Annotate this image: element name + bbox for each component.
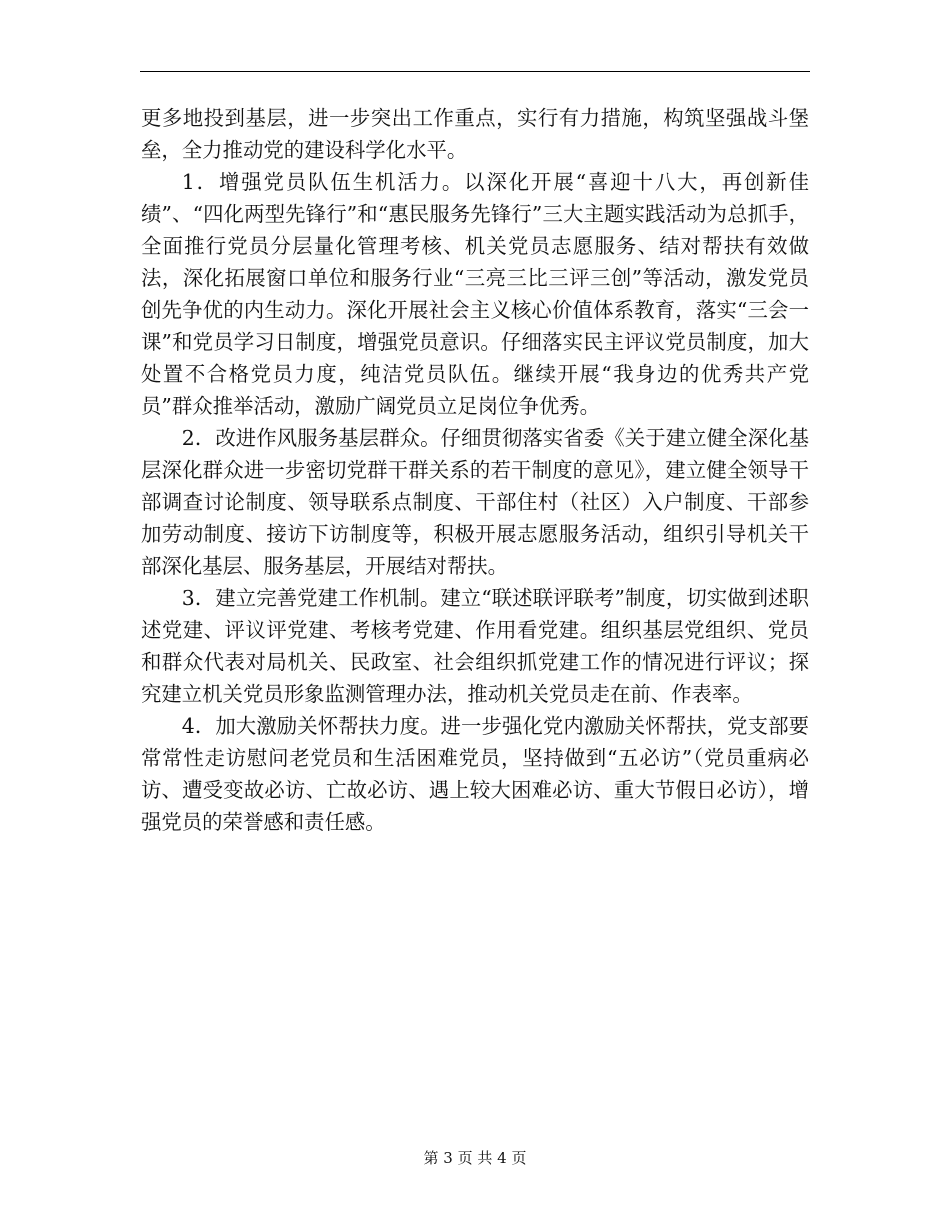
paragraph-item-3: 3．建立完善党建工作机制。建立“联述联评联考”制度，切实做到述职述党建、评议评党建、考核考党建、作用看党建。组织基层党组织、党员和群众代表对局机关、民政室、社会组织抓党建工作的情况进行评议；探究建立机关党员形象监测管理办法，推动机关党员走在前、作表率。	[141, 586, 809, 706]
paragraph-item-2: 2．改进作风服务基层群众。仔细贯彻落实省委《关于建立健全深化基层深化群众进一步密切党群干群关系的若干制度的意见》，建立健全领导干部调查讨论制度、领导联系点制度、干部住村（社区）入户制度、干部参加劳动制度、接访下访制度等，积极开展志愿服务活动，组织引导机关干部深化基层、服务基层，开展结对帮扶。	[141, 426, 809, 578]
paragraph-item-1: 1．增强党员队伍生机活力。以深化开展“喜迎十八大，再创新佳绩”、“四化两型先锋行”和“惠民服务先锋行”三大主题实践活动为总抓手，全面推行党员分层量化管理考核、机关党员志愿服务、结对帮扶有效做法，深化拓展窗口单位和服务行业“三亮三比三评三创”等活动，激发党员创先争优的内生动力。深化开展社会主义核心价值体系教育，落实“三会一课”和党员学习日制度，增强党员意识。仔细落实民主评议党员制度，加大处置不合格党员力度，纯洁党员队伍。继续开展“我身边的优秀共产党员”群众推举活动，激励广阔党员立足岗位争优秀。	[141, 170, 809, 418]
page-number: 第 3 页 共 4 页	[423, 1149, 527, 1167]
header-rule	[140, 71, 810, 72]
paragraph-item-4: 4．加大激励关怀帮扶力度。进一步强化党内激励关怀帮扶，党支部要常常性走访慰问老党员和生活困难党员，坚持做到“五必访”（党员重病必访、遭受变故必访、亡故必访、遇上较大困难必访、重大节假日必访），增强党员的荣誉感和责任感。	[141, 714, 809, 834]
page-footer	[0, 1148, 950, 1168]
document-body	[141, 102, 809, 838]
paragraph-continuation: 更多地投到基层，进一步突出工作重点，实行有力措施，构筑坚强战斗堡垒，全力推动党的建设科学化水平。	[141, 106, 809, 162]
